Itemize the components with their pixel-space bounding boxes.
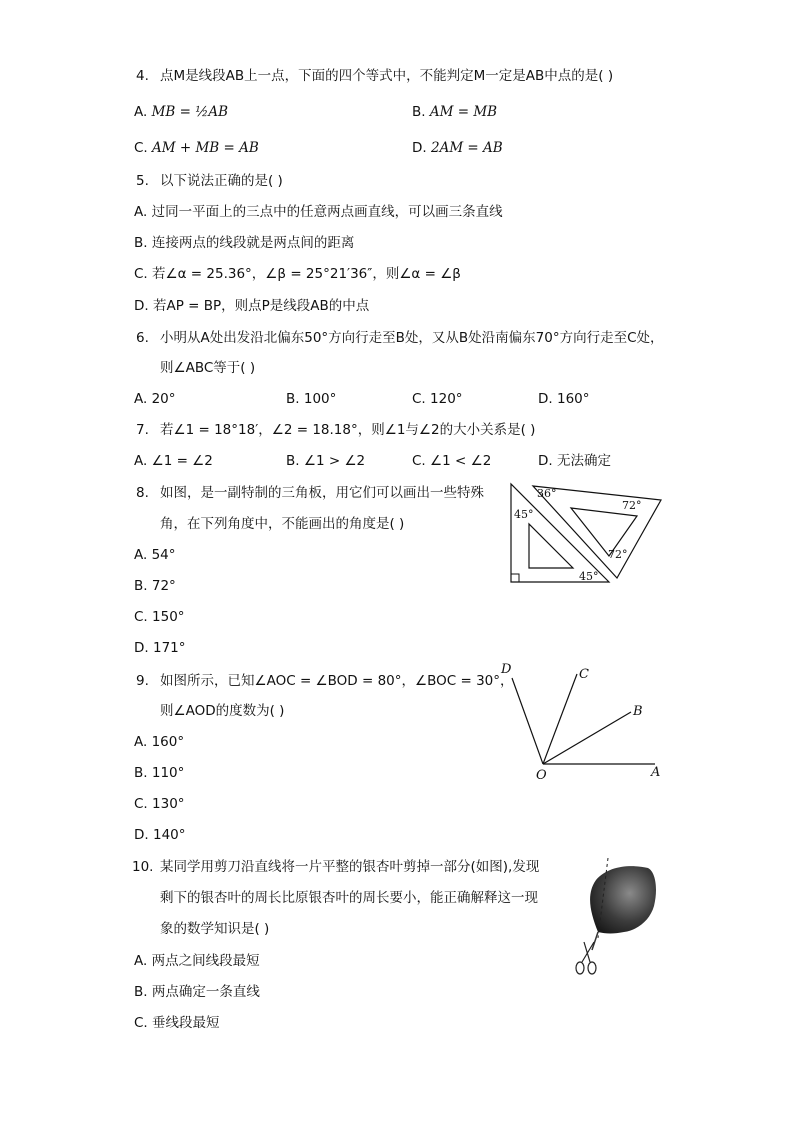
- option-text: 150°: [152, 609, 185, 625]
- leaf-blade: [590, 866, 656, 933]
- option-label: D.: [538, 453, 553, 469]
- question-9-option-c: [134, 795, 185, 813]
- question-7-option-b: [286, 452, 365, 470]
- option-text: 连接两点的线段就是两点间的距离: [151, 235, 355, 251]
- question-6-number: 6.: [136, 330, 149, 346]
- question-4-stem: 点M是线段AB上一点，下面的四个等式中，不能判定M一定是AB中点的是( ): [160, 68, 614, 84]
- option-text: AM = MB: [429, 104, 498, 120]
- question-9-stem: 如图所示，已知∠AOC = ∠BOD = 80°，∠BOC = 30°，: [160, 673, 514, 689]
- option-label: C.: [412, 453, 426, 469]
- question-9-option-a: [134, 733, 184, 751]
- question-8-option-d: [134, 639, 186, 657]
- question-9-number: 9.: [136, 673, 149, 689]
- question-4-number: 4.: [136, 68, 149, 84]
- option-label: D.: [134, 827, 149, 843]
- option-label: C.: [412, 391, 426, 407]
- option-label: B.: [286, 391, 300, 407]
- set-squares-figure: [505, 478, 665, 590]
- question-7-number: 7.: [136, 422, 149, 438]
- option-label: B.: [286, 453, 300, 469]
- question-4-option-b: [412, 103, 497, 121]
- question-6-stem: 小明从A处出发沿北偏东50°方向行走至B处，又从B处沿南偏东70°方向行走至C处，: [160, 330, 664, 346]
- question-4-option-d: [412, 139, 503, 157]
- option-text: 171°: [152, 640, 186, 656]
- option-text: 140°: [152, 827, 186, 843]
- option-text: ∠1 = ∠2: [151, 453, 213, 469]
- question-10-option-c: [134, 1014, 220, 1032]
- question-10-option-a: [134, 952, 260, 970]
- option-text: 160°: [556, 391, 590, 407]
- question-5-option-b: [134, 234, 354, 252]
- point-label-d: D: [501, 662, 512, 677]
- option-label: D.: [412, 140, 427, 156]
- ray-oc: [543, 674, 577, 764]
- option-text: 两点确定一条直线: [151, 984, 260, 1000]
- point-label-o: O: [536, 768, 547, 783]
- question-6-option-c: [412, 390, 463, 408]
- question-9-option-d: [134, 826, 186, 844]
- option-text: 过同一平面上的三点中的任意两点画直线，可以画三条直线: [151, 204, 503, 220]
- question-5-option-c: [134, 265, 461, 283]
- option-text: 54°: [151, 547, 176, 563]
- question-7-option-a: [134, 452, 213, 470]
- question-5-stem: 以下说法正确的是( ): [160, 173, 283, 189]
- option-label: A.: [134, 953, 148, 969]
- question-6-stem-line2: 则∠ABC等于( ): [160, 360, 256, 376]
- question-10-stem: 某同学用剪刀沿直线将一片平整的银杏叶剪掉一部分(如图),发现: [160, 859, 540, 875]
- option-label: C.: [134, 609, 148, 625]
- question-7-stem: 若∠1 = 18°18′，∠2 = 18.18°，则∠1与∠2的大小关系是( ): [160, 422, 536, 438]
- question-7-option-d: [538, 452, 611, 470]
- option-label: A.: [134, 547, 148, 563]
- option-label: D.: [538, 391, 553, 407]
- option-text: 72°: [151, 578, 176, 594]
- question-10-stem-line2: 剩下的银杏叶的周长比原银杏叶的周长要小，能正确解释这一现: [160, 890, 538, 906]
- question-8-stem-line2: 角，在下列角度中，不能画出的角度是( ): [160, 516, 405, 532]
- option-label: B.: [134, 984, 148, 1000]
- option-text: AM + MB = AB: [152, 140, 259, 156]
- option-text: 两点之间线段最短: [151, 953, 260, 969]
- question-10-option-b: [134, 983, 260, 1001]
- question-9-option-b: [134, 764, 184, 782]
- question-4-option-a: [134, 103, 228, 121]
- question-8-stem: 如图，是一副特制的三角板，用它们可以画出一些特殊: [160, 485, 484, 501]
- leaf-stem: [592, 932, 598, 950]
- option-label: B.: [134, 578, 148, 594]
- option-label: C.: [134, 1015, 148, 1031]
- option-text: 130°: [152, 796, 185, 812]
- question-6-option-d: [538, 390, 590, 408]
- option-label: A.: [134, 734, 148, 750]
- question-8-number: 8.: [136, 485, 149, 501]
- option-text: 110°: [151, 765, 185, 781]
- option-label: A.: [134, 453, 148, 469]
- option-text: ∠1 < ∠2: [430, 453, 492, 469]
- option-text: ∠1 > ∠2: [303, 453, 366, 469]
- question-8-option-c: [134, 608, 185, 626]
- ginkgo-leaf-figure: [568, 850, 660, 980]
- option-text: 无法确定: [556, 453, 611, 469]
- option-label: C.: [134, 266, 148, 282]
- option-label: A.: [134, 391, 148, 407]
- point-label-a: A: [651, 765, 661, 780]
- question-10-number: 10.: [132, 859, 154, 875]
- option-label: B.: [412, 104, 426, 120]
- option-label: C.: [134, 140, 148, 156]
- angle-figure: [495, 658, 670, 784]
- option-label: D.: [134, 298, 149, 314]
- point-label-b: B: [633, 704, 643, 719]
- option-text: 垂线段最短: [152, 1015, 220, 1031]
- ray-ob: [543, 712, 631, 764]
- question-10-stem-line3: 象的数学知识是( ): [160, 921, 270, 937]
- angle-label-72-top: 72°: [622, 499, 642, 512]
- option-text: 2AM = AB: [430, 140, 503, 156]
- option-text: MB = ½AB: [151, 104, 228, 120]
- option-label: C.: [134, 796, 148, 812]
- question-4-option-c: [134, 139, 259, 157]
- question-7-option-c: [412, 452, 491, 470]
- question-8-option-a: [134, 546, 176, 564]
- option-text: 120°: [430, 391, 463, 407]
- option-label: A.: [134, 104, 148, 120]
- option-text: 若AP = BP，则点P是线段AB的中点: [152, 298, 370, 314]
- option-label: D.: [134, 640, 149, 656]
- option-label: A.: [134, 204, 148, 220]
- angle-label-45-left: 45°: [514, 508, 534, 521]
- question-6-option-a: [134, 390, 176, 408]
- question-8-option-b: [134, 577, 176, 595]
- angle-label-45-bottom: 45°: [579, 570, 599, 583]
- option-text: 160°: [151, 734, 185, 750]
- question-5-number: 5.: [136, 173, 149, 189]
- question-9-stem-line2: 则∠AOD的度数为( ): [160, 703, 285, 719]
- ray-od: [512, 678, 543, 764]
- angle-label-72-bottom: 72°: [608, 548, 628, 561]
- option-text: 100°: [303, 391, 337, 407]
- question-5-option-d: [134, 297, 369, 315]
- point-label-c: C: [579, 667, 589, 682]
- option-text: 20°: [151, 391, 176, 407]
- option-label: B.: [134, 765, 148, 781]
- question-5-option-a: [134, 203, 503, 221]
- option-text: 若∠α = 25.36°，∠β = 25°21′36″，则∠α = ∠β: [152, 266, 461, 282]
- angle-label-36: 36°: [537, 487, 557, 500]
- question-6-option-b: [286, 390, 336, 408]
- option-label: B.: [134, 235, 148, 251]
